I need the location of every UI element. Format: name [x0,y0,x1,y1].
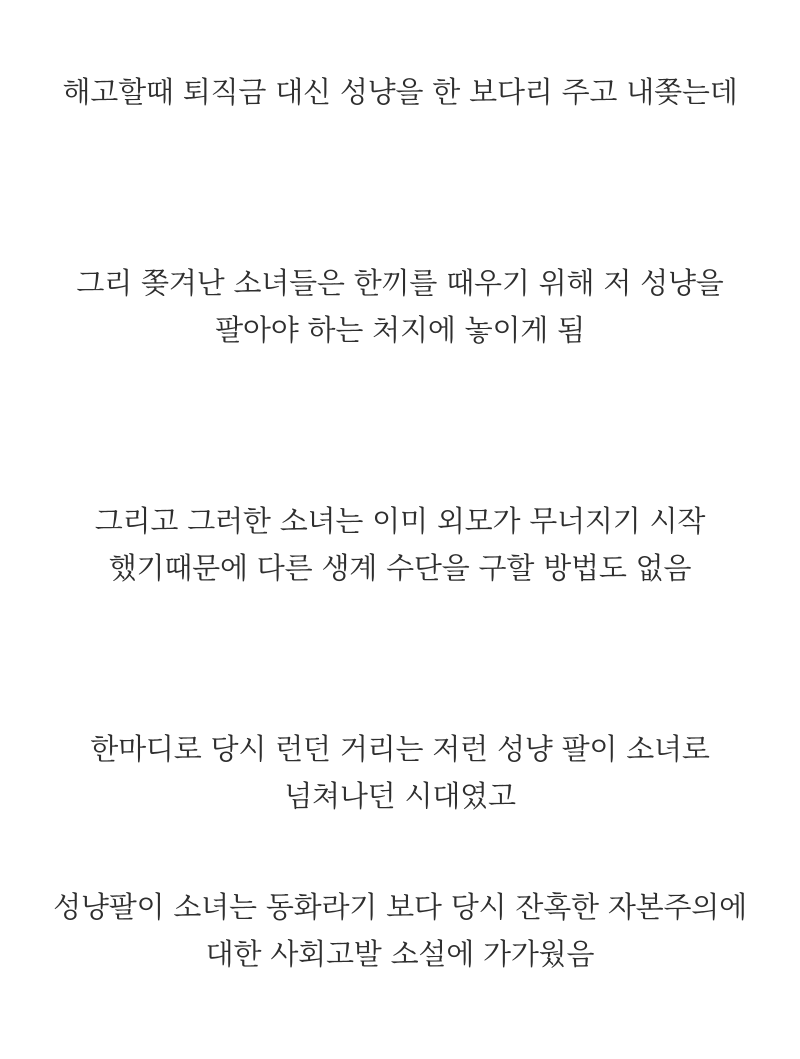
paragraph-spacer [46,621,754,697]
paragraph-spacer [46,383,754,469]
paragraph-5: 성냥팔이 소녀는 동화라기 보다 당시 잔혹한 자본주의에 대한 사회고발 소설에 가가웠음 [53,889,747,971]
paragraph-1: 해고할때 퇴직금 대신 성냥을 한 보다리 주고 내쫒는데 [62,75,738,109]
paragraph-2: 그리 쫒겨난 소녀들은 한끼를 때우기 위해 저 성냥을 팔아야 하는 처지에 놓이게 됨 [76,265,724,347]
paragraph-4: 한마디로 당시 런던 거리는 저런 성냥 팔이 소녀로 넘쳐나던 시대였고 [90,731,710,813]
paragraph-spacer [46,145,754,231]
paragraph-spacer [46,849,754,855]
paragraph-3: 그리고 그러한 소녀는 이미 외모가 무너지기 시작 했기때문에 다른 생계 수단을 구할 방법도 없음 [94,503,706,585]
